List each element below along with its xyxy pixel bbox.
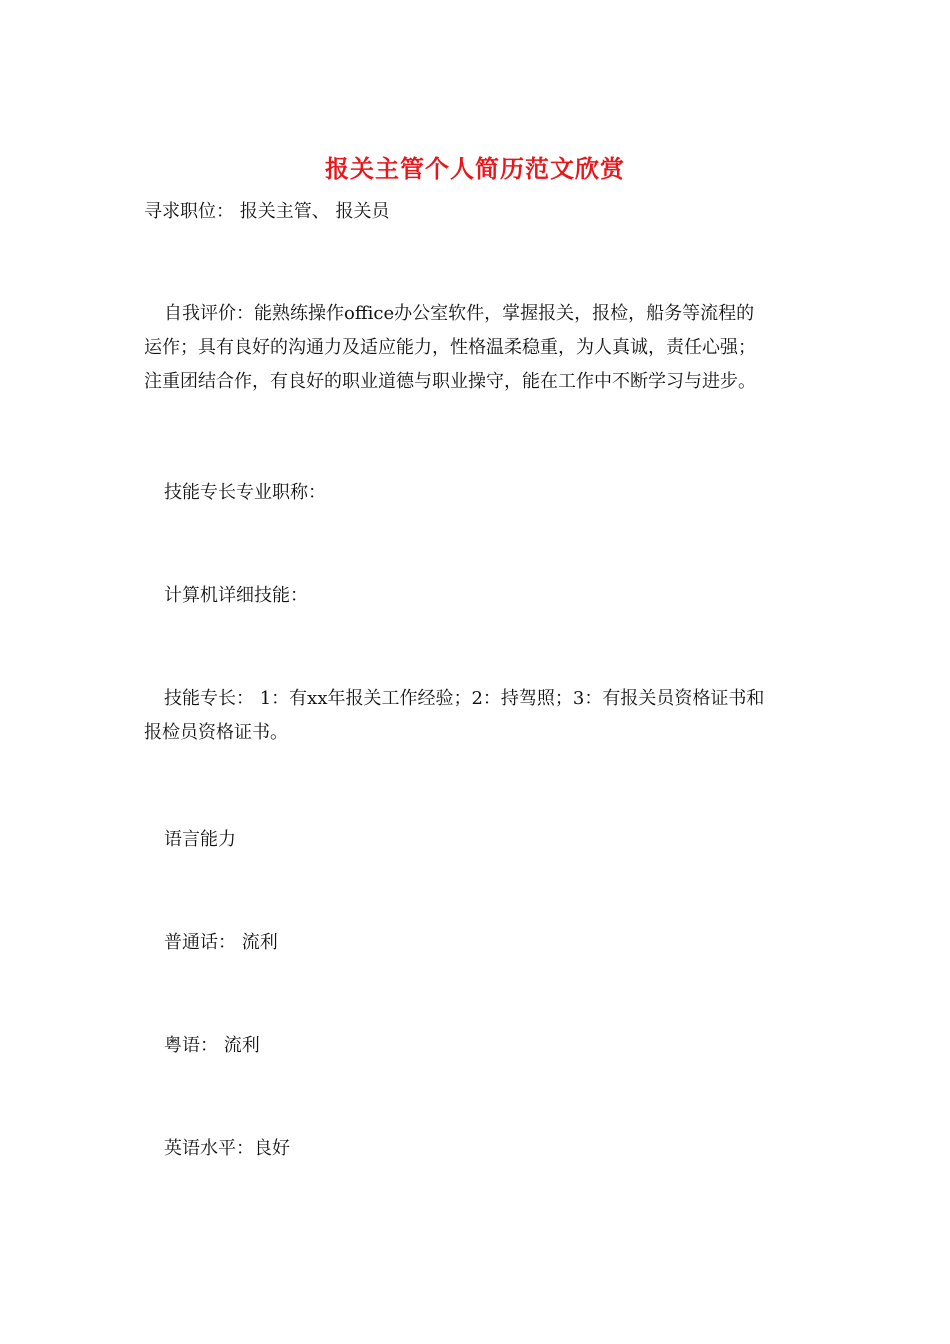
english-level: 英语水平：良好 (164, 1138, 290, 1159)
self-evaluation-line: 注重团结合作，有良好的职业道德与职业操守，能在工作中不断学习与进步。 (144, 371, 756, 392)
self-evaluation (144, 297, 808, 399)
skill-specialty (144, 682, 808, 750)
skill-specialty-line: 报检员资格证书。 (144, 722, 288, 743)
language-ability-heading: 语言能力 (164, 829, 236, 850)
mandarin-level: 普通话： 流利 (164, 932, 278, 953)
self-evaluation-line: 自我评价：能熟练操作office办公室软件，掌握报关，报检，船务等流程的 (164, 303, 755, 324)
self-evaluation-line: 运作；具有良好的沟通力及适应能力，性格温柔稳重，为人真诚，责任心强； (144, 337, 756, 358)
computer-skills: 计算机详细技能： (164, 585, 308, 606)
cantonese-level: 粤语： 流利 (164, 1035, 260, 1056)
document-title: 报关主管个人简历范文欣赏 (325, 154, 625, 183)
position-sought: 寻求职位： 报关主管、 报关员 (144, 201, 390, 222)
skills-title: 技能专长专业职称： (164, 482, 326, 503)
skill-specialty-line: 技能专长： 1：有xx年报关工作经验；2：持驾照；3：有报关员资格证书和 (164, 688, 765, 709)
